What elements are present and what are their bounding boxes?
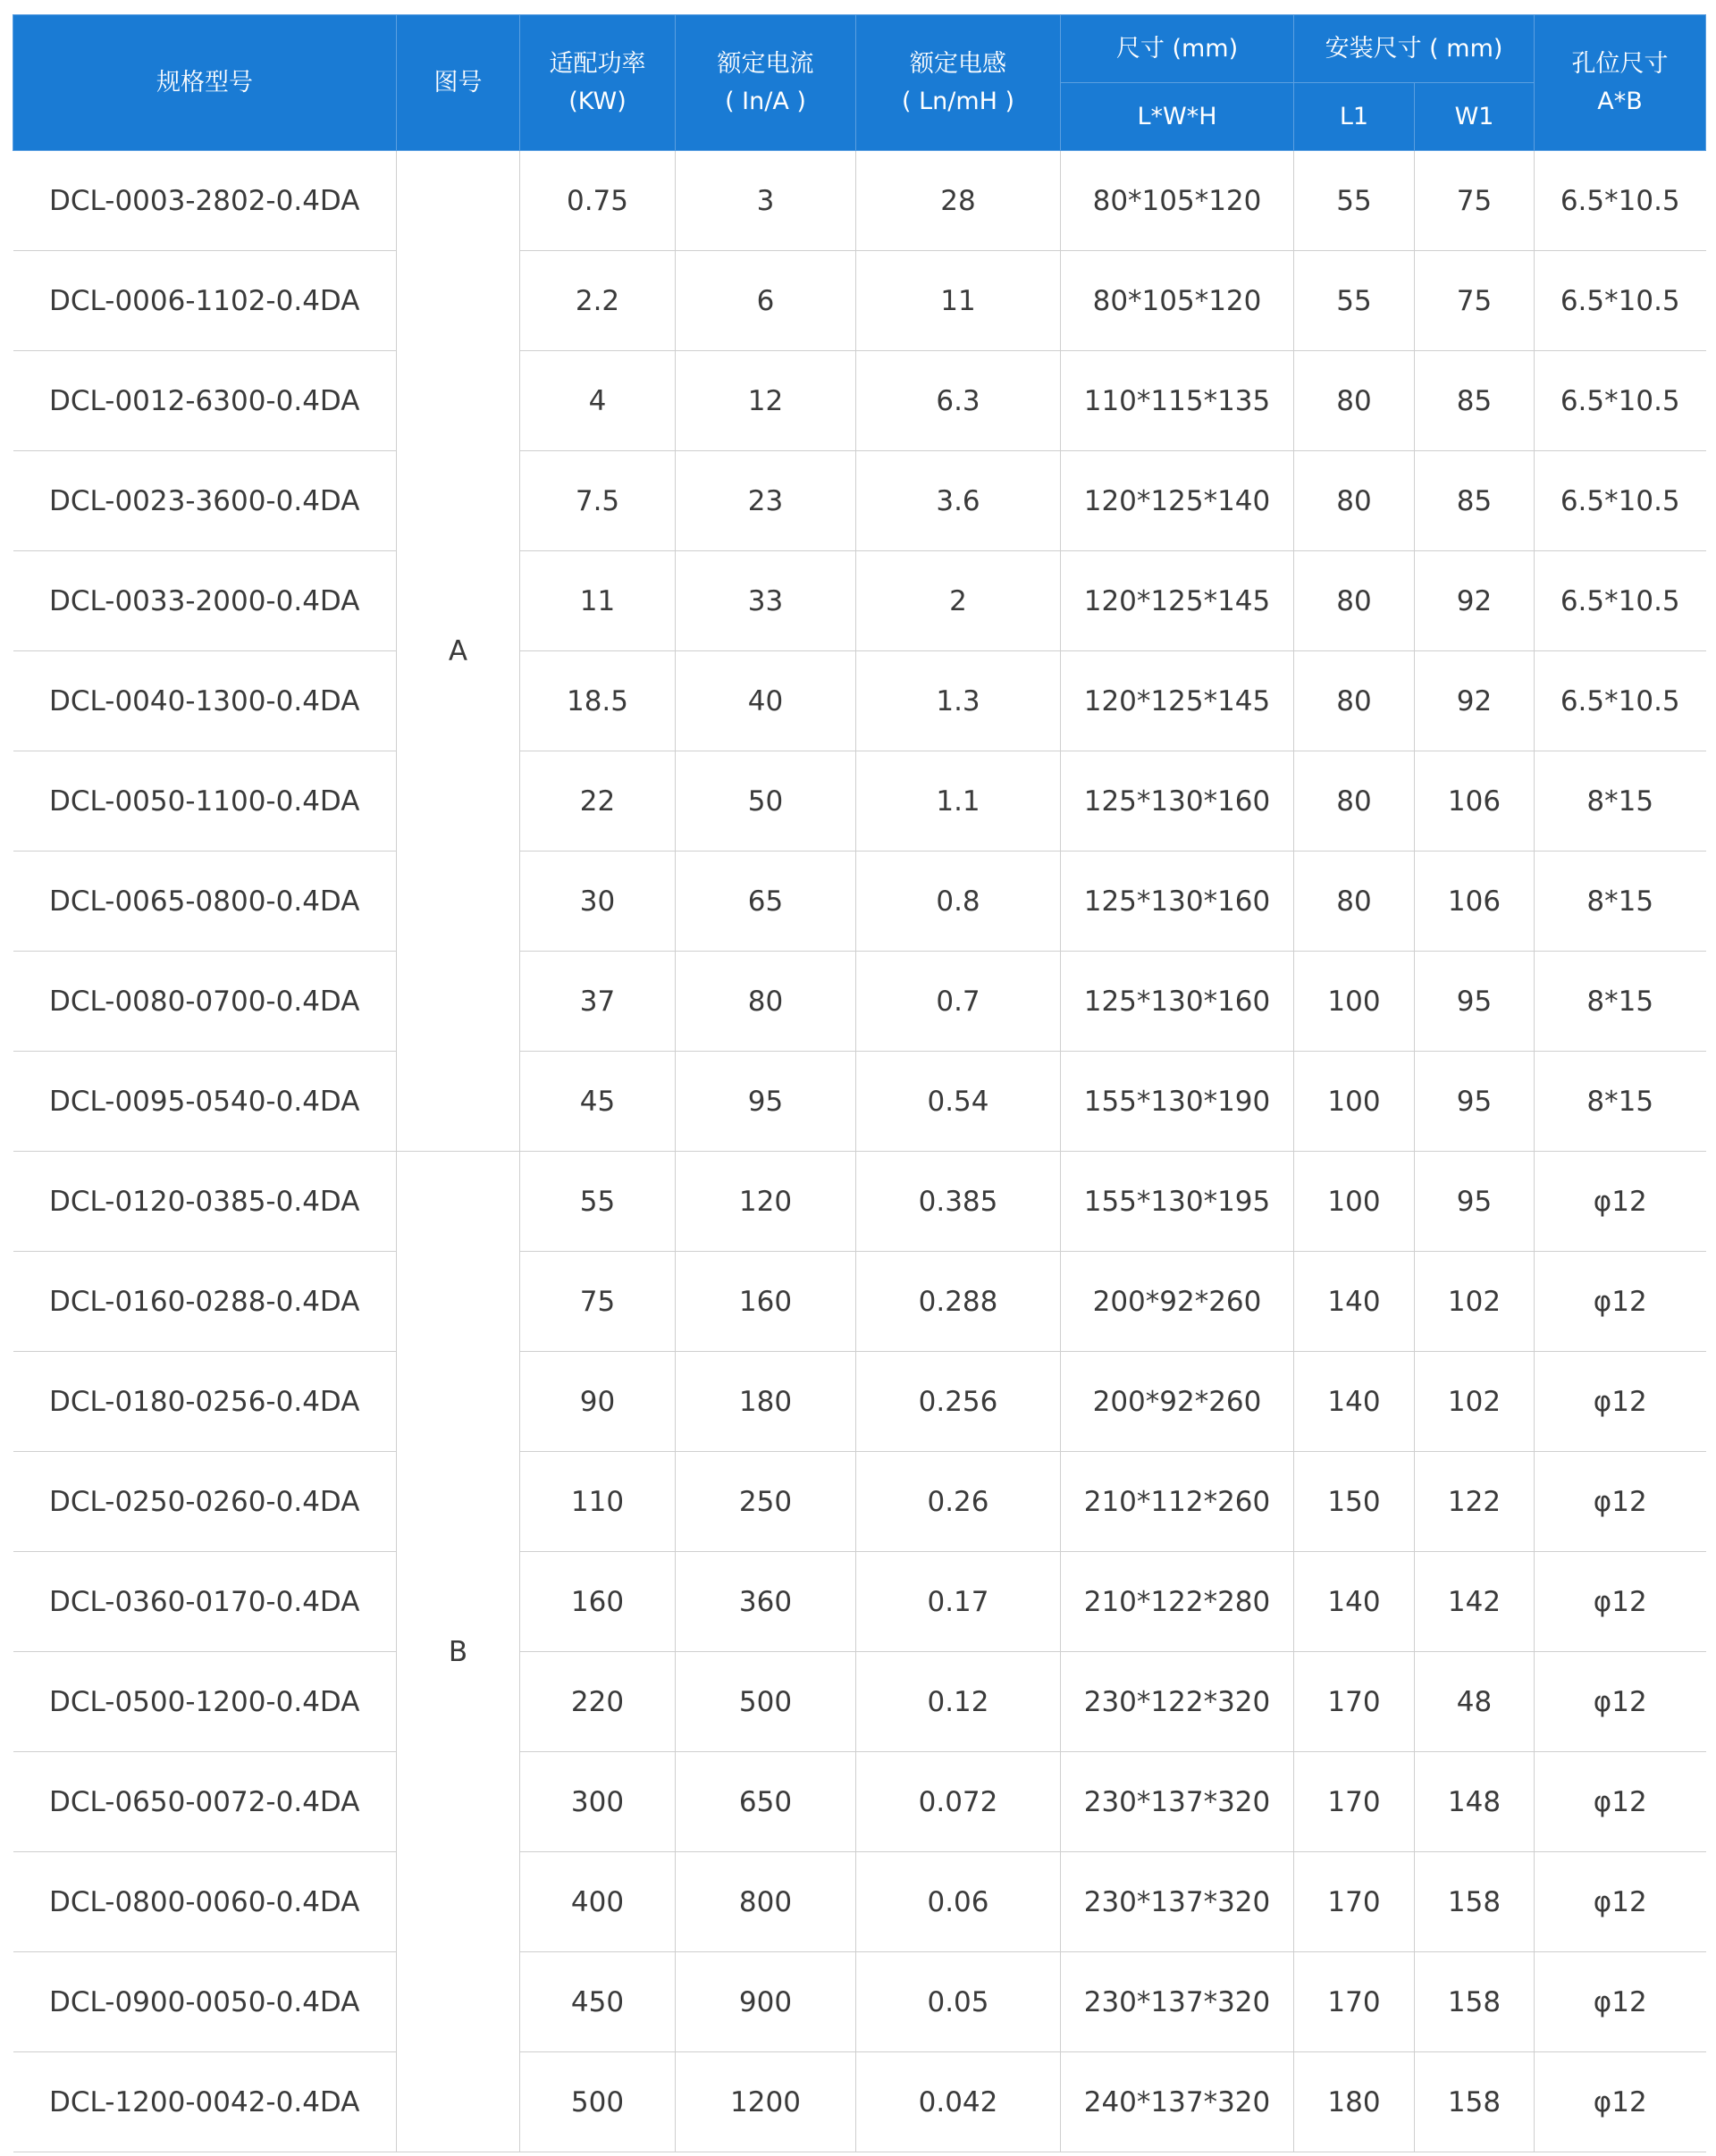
cell-model: DCL-0050-1100-0.4DA [13,751,397,851]
cell-model: DCL-0006-1102-0.4DA [13,251,397,351]
cell-inductance: 0.12 [856,1652,1061,1752]
header-inductance-line2: ( Ln/mH ) [901,87,1015,115]
cell-current: 650 [676,1752,856,1852]
cell-w1: 142 [1415,1552,1535,1652]
cell-current: 3 [676,151,856,251]
cell-l1: 80 [1294,351,1415,451]
header-power-line1: 适配功率 [549,49,646,78]
cell-power: 220 [520,1652,676,1752]
cell-hole: φ12 [1535,2052,1706,2152]
cell-w1: 75 [1415,251,1535,351]
cell-size: 230*122*320 [1061,1652,1294,1752]
spec-table [13,14,1706,2152]
cell-l1: 140 [1294,1552,1415,1652]
cell-model: DCL-0120-0385-0.4DA [13,1152,397,1252]
cell-current: 900 [676,1952,856,2052]
table-row [13,1052,1706,1152]
cell-w1: 102 [1415,1352,1535,1452]
cell-hole: φ12 [1535,1152,1706,1252]
header-install-l1: L1 [1294,83,1415,151]
cell-inductance: 3.6 [856,451,1061,551]
cell-current: 23 [676,451,856,551]
cell-size: 120*125*145 [1061,551,1294,651]
cell-model: DCL-0033-2000-0.4DA [13,551,397,651]
cell-w1: 106 [1415,851,1535,952]
header-model: 规格型号 [13,15,397,151]
cell-size: 200*92*260 [1061,1252,1294,1352]
cell-model: DCL-0360-0170-0.4DA [13,1552,397,1652]
cell-hole: φ12 [1535,1952,1706,2052]
table-row [13,451,1706,551]
cell-inductance: 6.3 [856,351,1061,451]
cell-l1: 80 [1294,751,1415,851]
header-hole [1535,15,1706,151]
cell-l1: 140 [1294,1352,1415,1452]
cell-power: 18.5 [520,651,676,751]
cell-l1: 80 [1294,851,1415,952]
cell-size: 210*122*280 [1061,1552,1294,1652]
header-install-w1: W1 [1415,83,1535,151]
cell-hole: φ12 [1535,1752,1706,1852]
cell-inductance: 1.3 [856,651,1061,751]
cell-power: 75 [520,1252,676,1352]
cell-w1: 75 [1415,151,1535,251]
cell-inductance: 0.26 [856,1452,1061,1552]
cell-current: 95 [676,1052,856,1152]
cell-power: 37 [520,952,676,1052]
cell-inductance: 28 [856,151,1061,251]
cell-hole: φ12 [1535,1252,1706,1352]
cell-model: DCL-0080-0700-0.4DA [13,952,397,1052]
cell-current: 360 [676,1552,856,1652]
header-current [676,15,856,151]
cell-power: 0.75 [520,151,676,251]
cell-l1: 140 [1294,1252,1415,1352]
cell-power: 7.5 [520,451,676,551]
header-power-line2: (KW) [568,87,627,115]
cell-hole: 8*15 [1535,1052,1706,1152]
table-body [13,151,1706,2152]
table-row [13,351,1706,451]
cell-w1: 48 [1415,1652,1535,1752]
cell-current: 12 [676,351,856,451]
cell-w1: 85 [1415,451,1535,551]
cell-power: 30 [520,851,676,952]
cell-figure-group: B [397,1152,520,2152]
cell-l1: 55 [1294,251,1415,351]
cell-current: 120 [676,1152,856,1252]
cell-power: 450 [520,1952,676,2052]
cell-current: 50 [676,751,856,851]
table-row [13,651,1706,751]
table-row [13,1752,1706,1852]
table-row [13,251,1706,351]
cell-size: 120*125*140 [1061,451,1294,551]
cell-inductance: 0.06 [856,1852,1061,1952]
cell-current: 6 [676,251,856,351]
cell-current: 160 [676,1252,856,1352]
cell-current: 40 [676,651,856,751]
cell-hole: 8*15 [1535,952,1706,1052]
cell-inductance: 2 [856,551,1061,651]
cell-figure-group: A [397,151,520,1152]
cell-power: 11 [520,551,676,651]
header-size: 尺寸 (mm) [1061,15,1294,83]
cell-hole: 6.5*10.5 [1535,651,1706,751]
cell-model: DCL-0180-0256-0.4DA [13,1352,397,1452]
cell-inductance: 0.7 [856,952,1061,1052]
header-hole-line1: 孔位尺寸 [1571,49,1669,78]
cell-model: DCL-0003-2802-0.4DA [13,151,397,251]
cell-size: 110*115*135 [1061,351,1294,451]
cell-l1: 55 [1294,151,1415,251]
header-current-line1: 额定电流 [717,49,814,78]
cell-hole: 6.5*10.5 [1535,151,1706,251]
cell-current: 500 [676,1652,856,1752]
cell-hole: 6.5*10.5 [1535,451,1706,551]
cell-w1: 158 [1415,2052,1535,2152]
cell-power: 2.2 [520,251,676,351]
cell-l1: 100 [1294,952,1415,1052]
table-row [13,1652,1706,1752]
cell-hole: φ12 [1535,1552,1706,1652]
table-row [13,1552,1706,1652]
cell-hole: φ12 [1535,1352,1706,1452]
cell-model: DCL-0800-0060-0.4DA [13,1852,397,1952]
cell-current: 33 [676,551,856,651]
cell-inductance: 1.1 [856,751,1061,851]
cell-inductance: 0.042 [856,2052,1061,2152]
cell-inductance: 0.54 [856,1052,1061,1152]
header-install: 安装尺寸 ( mm) [1294,15,1535,83]
cell-model: DCL-0160-0288-0.4DA [13,1252,397,1352]
cell-size: 200*92*260 [1061,1352,1294,1452]
cell-w1: 95 [1415,952,1535,1052]
cell-model: DCL-0095-0540-0.4DA [13,1052,397,1152]
cell-w1: 85 [1415,351,1535,451]
cell-w1: 106 [1415,751,1535,851]
cell-power: 55 [520,1152,676,1252]
cell-size: 230*137*320 [1061,1752,1294,1852]
header-inductance [856,15,1061,151]
cell-inductance: 11 [856,251,1061,351]
cell-current: 180 [676,1352,856,1452]
cell-l1: 180 [1294,2052,1415,2152]
cell-size: 80*105*120 [1061,251,1294,351]
cell-power: 160 [520,1552,676,1652]
cell-hole: 6.5*10.5 [1535,551,1706,651]
table-header [13,15,1706,151]
table-row [13,1252,1706,1352]
cell-model: DCL-0040-1300-0.4DA [13,651,397,751]
cell-power: 45 [520,1052,676,1152]
cell-l1: 170 [1294,1652,1415,1752]
cell-size: 125*130*160 [1061,851,1294,952]
cell-model: DCL-0065-0800-0.4DA [13,851,397,952]
cell-l1: 100 [1294,1052,1415,1152]
table-row [13,551,1706,651]
table-row [13,151,1706,251]
cell-size: 155*130*190 [1061,1052,1294,1152]
cell-hole: 8*15 [1535,851,1706,952]
cell-current: 1200 [676,2052,856,2152]
cell-l1: 100 [1294,1152,1415,1252]
cell-size: 125*130*160 [1061,952,1294,1052]
cell-current: 80 [676,952,856,1052]
table-row [13,1952,1706,2052]
cell-model: DCL-0012-6300-0.4DA [13,351,397,451]
cell-model: DCL-0250-0260-0.4DA [13,1452,397,1552]
cell-model: DCL-0023-3600-0.4DA [13,451,397,551]
cell-l1: 80 [1294,651,1415,751]
spec-table-container [13,14,1705,2152]
cell-inductance: 0.17 [856,1552,1061,1652]
cell-w1: 92 [1415,551,1535,651]
cell-l1: 150 [1294,1452,1415,1552]
cell-w1: 92 [1415,651,1535,751]
cell-inductance: 0.05 [856,1952,1061,2052]
cell-l1: 170 [1294,1852,1415,1952]
cell-power: 500 [520,2052,676,2152]
table-row [13,851,1706,952]
cell-size: 240*137*320 [1061,2052,1294,2152]
cell-hole: 6.5*10.5 [1535,351,1706,451]
cell-power: 4 [520,351,676,451]
table-row [13,1852,1706,1952]
cell-model: DCL-1200-0042-0.4DA [13,2052,397,2152]
cell-hole: 8*15 [1535,751,1706,851]
cell-size: 230*137*320 [1061,1952,1294,2052]
cell-l1: 80 [1294,551,1415,651]
cell-inductance: 0.288 [856,1252,1061,1352]
cell-inductance: 0.385 [856,1152,1061,1252]
table-row [13,1352,1706,1452]
cell-w1: 102 [1415,1252,1535,1352]
cell-power: 110 [520,1452,676,1552]
cell-w1: 148 [1415,1752,1535,1852]
header-inductance-line1: 额定电感 [910,49,1006,78]
cell-w1: 158 [1415,1852,1535,1952]
cell-w1: 95 [1415,1052,1535,1152]
header-power [520,15,676,151]
cell-w1: 158 [1415,1952,1535,2052]
cell-l1: 80 [1294,451,1415,551]
header-figure: 图号 [397,15,520,151]
cell-l1: 170 [1294,1752,1415,1852]
header-current-line2: ( In/A ) [725,87,806,115]
cell-size: 230*137*320 [1061,1852,1294,1952]
cell-current: 800 [676,1852,856,1952]
cell-size: 80*105*120 [1061,151,1294,251]
cell-hole: φ12 [1535,1852,1706,1952]
cell-l1: 170 [1294,1952,1415,2052]
table-row [13,2052,1706,2152]
cell-hole: φ12 [1535,1452,1706,1552]
cell-power: 400 [520,1852,676,1952]
cell-current: 65 [676,851,856,952]
table-row [13,952,1706,1052]
cell-size: 120*125*145 [1061,651,1294,751]
table-row [13,1452,1706,1552]
cell-current: 250 [676,1452,856,1552]
cell-inductance: 0.8 [856,851,1061,952]
cell-hole: 6.5*10.5 [1535,251,1706,351]
cell-size: 125*130*160 [1061,751,1294,851]
cell-power: 90 [520,1352,676,1452]
cell-w1: 95 [1415,1152,1535,1252]
cell-w1: 122 [1415,1452,1535,1552]
cell-hole: φ12 [1535,1652,1706,1752]
cell-model: DCL-0650-0072-0.4DA [13,1752,397,1852]
cell-inductance: 0.256 [856,1352,1061,1452]
table-row [13,1152,1706,1252]
cell-inductance: 0.072 [856,1752,1061,1852]
header-hole-line2: A*B [1597,87,1643,115]
header-size-sub: L*W*H [1061,83,1294,151]
cell-size: 155*130*195 [1061,1152,1294,1252]
cell-model: DCL-0900-0050-0.4DA [13,1952,397,2052]
cell-power: 22 [520,751,676,851]
table-row [13,751,1706,851]
cell-size: 210*112*260 [1061,1452,1294,1552]
cell-power: 300 [520,1752,676,1852]
cell-model: DCL-0500-1200-0.4DA [13,1652,397,1752]
